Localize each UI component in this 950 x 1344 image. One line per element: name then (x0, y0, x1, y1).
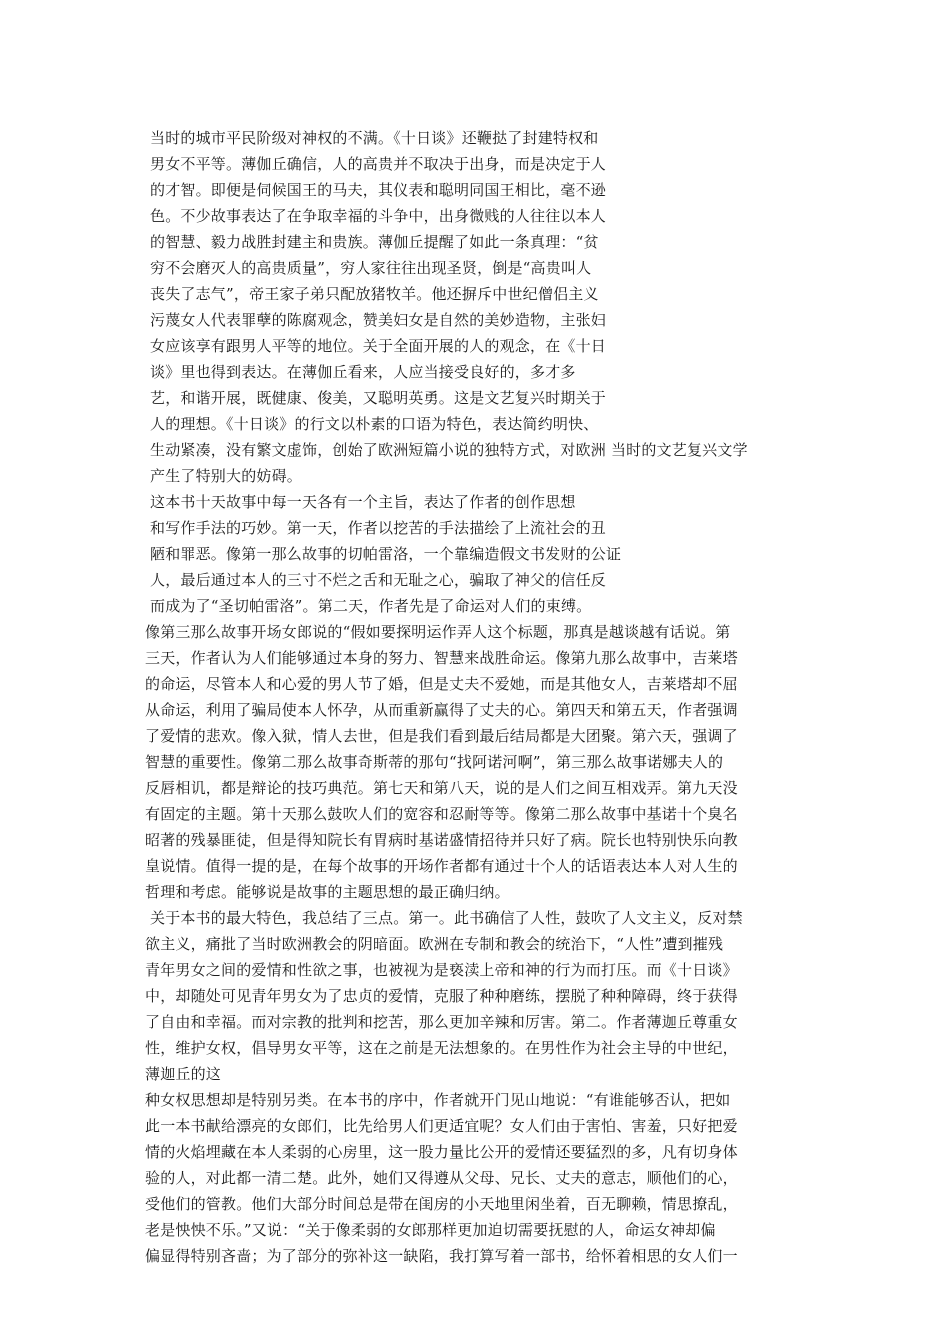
text-line: 丧失了志气”，帝王家子弟只配放猪牧羊。他还摒斥中世纪僧侣主义 (150, 285, 599, 303)
text-line: 的智慧、毅力战胜封建主和贵族。薄伽丘提醒了如此一条真理：“贫 (150, 233, 599, 251)
text-line: 而成为了“圣切帕雷洛”。第二天，作者先是了命运对人们的束缚。 (150, 597, 592, 615)
text-line: 艺，和谐开展，既健康、俊美，又聪明英勇。这是文艺复兴时期关于 (150, 389, 607, 407)
text-line: 像第三那么故事开场女郎说的“假如要探明运作弄人这个标题，那真是越谈越有话说。第 (145, 623, 731, 641)
text-line: 验的人，对此都一清二楚。此外，她们又得遵从父母、兄长、丈夫的意志，顺他们的心， (145, 1169, 738, 1187)
text-line: 欲主义，痛批了当时欧洲教会的阴暗面。欧洲在专制和教会的统治下，“人性”遭到摧残 (145, 935, 724, 953)
text-line: 穷不会磨灭人的高贵质量”，穷人家往往出现圣贤，倒是“高贵叫人 (150, 259, 592, 277)
text-line: 这本书十天故事中每一天各有一个主旨，表达了作者的创作思想 (150, 493, 576, 511)
text-line: 此一本书献给漂亮的女郎们，比先给男人们更适宜呢？女人们由于害怕、害羞，只好把爱 (145, 1117, 738, 1135)
text-line: 受他们的管教。他们大部分时间总是带在闺房的小天地里闲坐着，百无聊赖，情思撩乱， (145, 1195, 738, 1213)
text-line: 污蔑女人代表罪孽的陈腐观念，赞美妇女是自然的美妙造物，主张妇 (150, 311, 607, 329)
text-line: 产生了特别大的妨碍。 (150, 467, 303, 485)
text-line: 中，却随处可见青年男女为了忠贞的爱情，克服了种种磨练，摆脱了种种障碍，终于获得 (145, 987, 738, 1005)
text-line: 偏显得特别吝啬；为了部分的弥补这一缺陷，我打算写着一部书，给怀着相思的女人们一 (145, 1247, 738, 1265)
text-line: 智慧的重要性。像第二那么故事奇斯蒂的那句“找阿诺河啊”，第三那么故事诺娜夫人的 (145, 753, 724, 771)
text-line: 薄迦丘的这 (145, 1065, 222, 1083)
text-line: 三天，作者认为人们能够通过本身的努力、智慧来战胜命运。像第九那么故事中，吉莱塔 (145, 649, 738, 667)
text-line: 情的火焰埋藏在本人柔弱的心房里，这一股力量比公开的爱情还要猛烈的多，凡有切身体 (145, 1143, 738, 1161)
text-line: 关于本书的最大特色，我总结了三点。第一。此书确信了人性，鼓吹了人文主义，反对禁 (150, 909, 743, 927)
text-line: 的命运，尽管本人和心爱的男人节了婚，但是丈夫不爱她，而是其他女人，吉莱塔却不屈 (145, 675, 738, 693)
text-line: 反唇相讥，都是辩论的技巧典范。第七天和第八天，说的是人们之间互相戏弄。第九天没 (145, 779, 738, 797)
text-line: 性，维护女权，倡导男女平等，这在之前是无法想象的。在男性作为社会主导的中世纪， (145, 1039, 738, 1057)
text-line: 有固定的主题。第十天那么鼓吹人们的宽容和忍耐等等。像第二那么故事中基诺十个臭名 (145, 805, 738, 823)
text-line: 青年男女之间的爱情和性欲之事，也被视为是亵渎上帝和神的行为而打压。而《十日谈》 (145, 961, 738, 979)
text-line: 人的理想。《十日谈》的行文以朴素的口语为特色，表达简约明快、 (150, 415, 599, 433)
text-line: 人，最后通过本人的三寸不烂之舌和无耻之心，骗取了神父的信任反 (150, 571, 607, 589)
text-line: 和写作手法的巧妙。第一天，作者以挖苦的手法描绘了上流社会的丑 (150, 519, 607, 537)
text-line: 皇说情。值得一提的是，在每个故事的开场作者都有通过十个人的话语表达本人对人生的 (145, 857, 738, 875)
text-line: 女应该享有跟男人平等的地位。关于全面开展的人的观念，在《十日 (150, 337, 607, 355)
text-line: 从命运，利用了骗局使本人怀孕，从而重新赢得了丈夫的心。第四天和第五天，作者强调 (145, 701, 738, 719)
text-line: 昭著的残暴匪徒，但是得知院长有胃病时基诺盛情招待并只好了病。院长也特别快乐向教 (145, 831, 738, 849)
text-line: 的才智。即便是伺候国王的马夫，其仪表和聪明同国王相比，毫不逊 (150, 181, 607, 199)
text-line: 陋和罪恶。像第一那么故事的切帕雷洛，一个靠编造假文书发财的公证 (150, 545, 622, 563)
text-line: 谈》里也得到表达。在薄伽丘看来，人应当接受良好的，多才多 (150, 363, 576, 381)
text-line: 老是怏怏不乐。”又说：“关于像柔弱的女郎那样更加迫切需要抚慰的人，命运女神却偏 (145, 1221, 716, 1239)
text-line: 色。不少故事表达了在争取幸福的斗争中，出身微贱的人往往以本人 (150, 207, 607, 225)
text-line: 了爱情的悲欢。像入狱，情人去世，但是我们看到最后结局都是大团聚。第六天，强调了 (145, 727, 738, 745)
text-line: 男女不平等。薄伽丘确信，人的高贵并不取决于出身，而是决定于人 (150, 155, 607, 173)
text-line: 生动紧凑，没有繁文虚饰，创始了欧洲短篇小说的独特方式，对欧洲 当时的文艺复兴文学 (150, 441, 748, 459)
text-line: 了自由和幸福。而对宗教的批判和挖苦，那么更加辛辣和厉害。第二。作者薄迦丘尊重女 (145, 1013, 738, 1031)
text-line: 种女权思想却是特别另类。在本书的序中，作者就开门见山地说：“有谁能够否认，把如 (145, 1091, 731, 1109)
text-line: 哲理和考虑。能够说是故事的主题思想的最正确归纳。 (145, 883, 510, 901)
text-line: 当时的城市平民阶级对神权的不满。《十日谈》还鞭挞了封建特权和 (150, 129, 599, 147)
